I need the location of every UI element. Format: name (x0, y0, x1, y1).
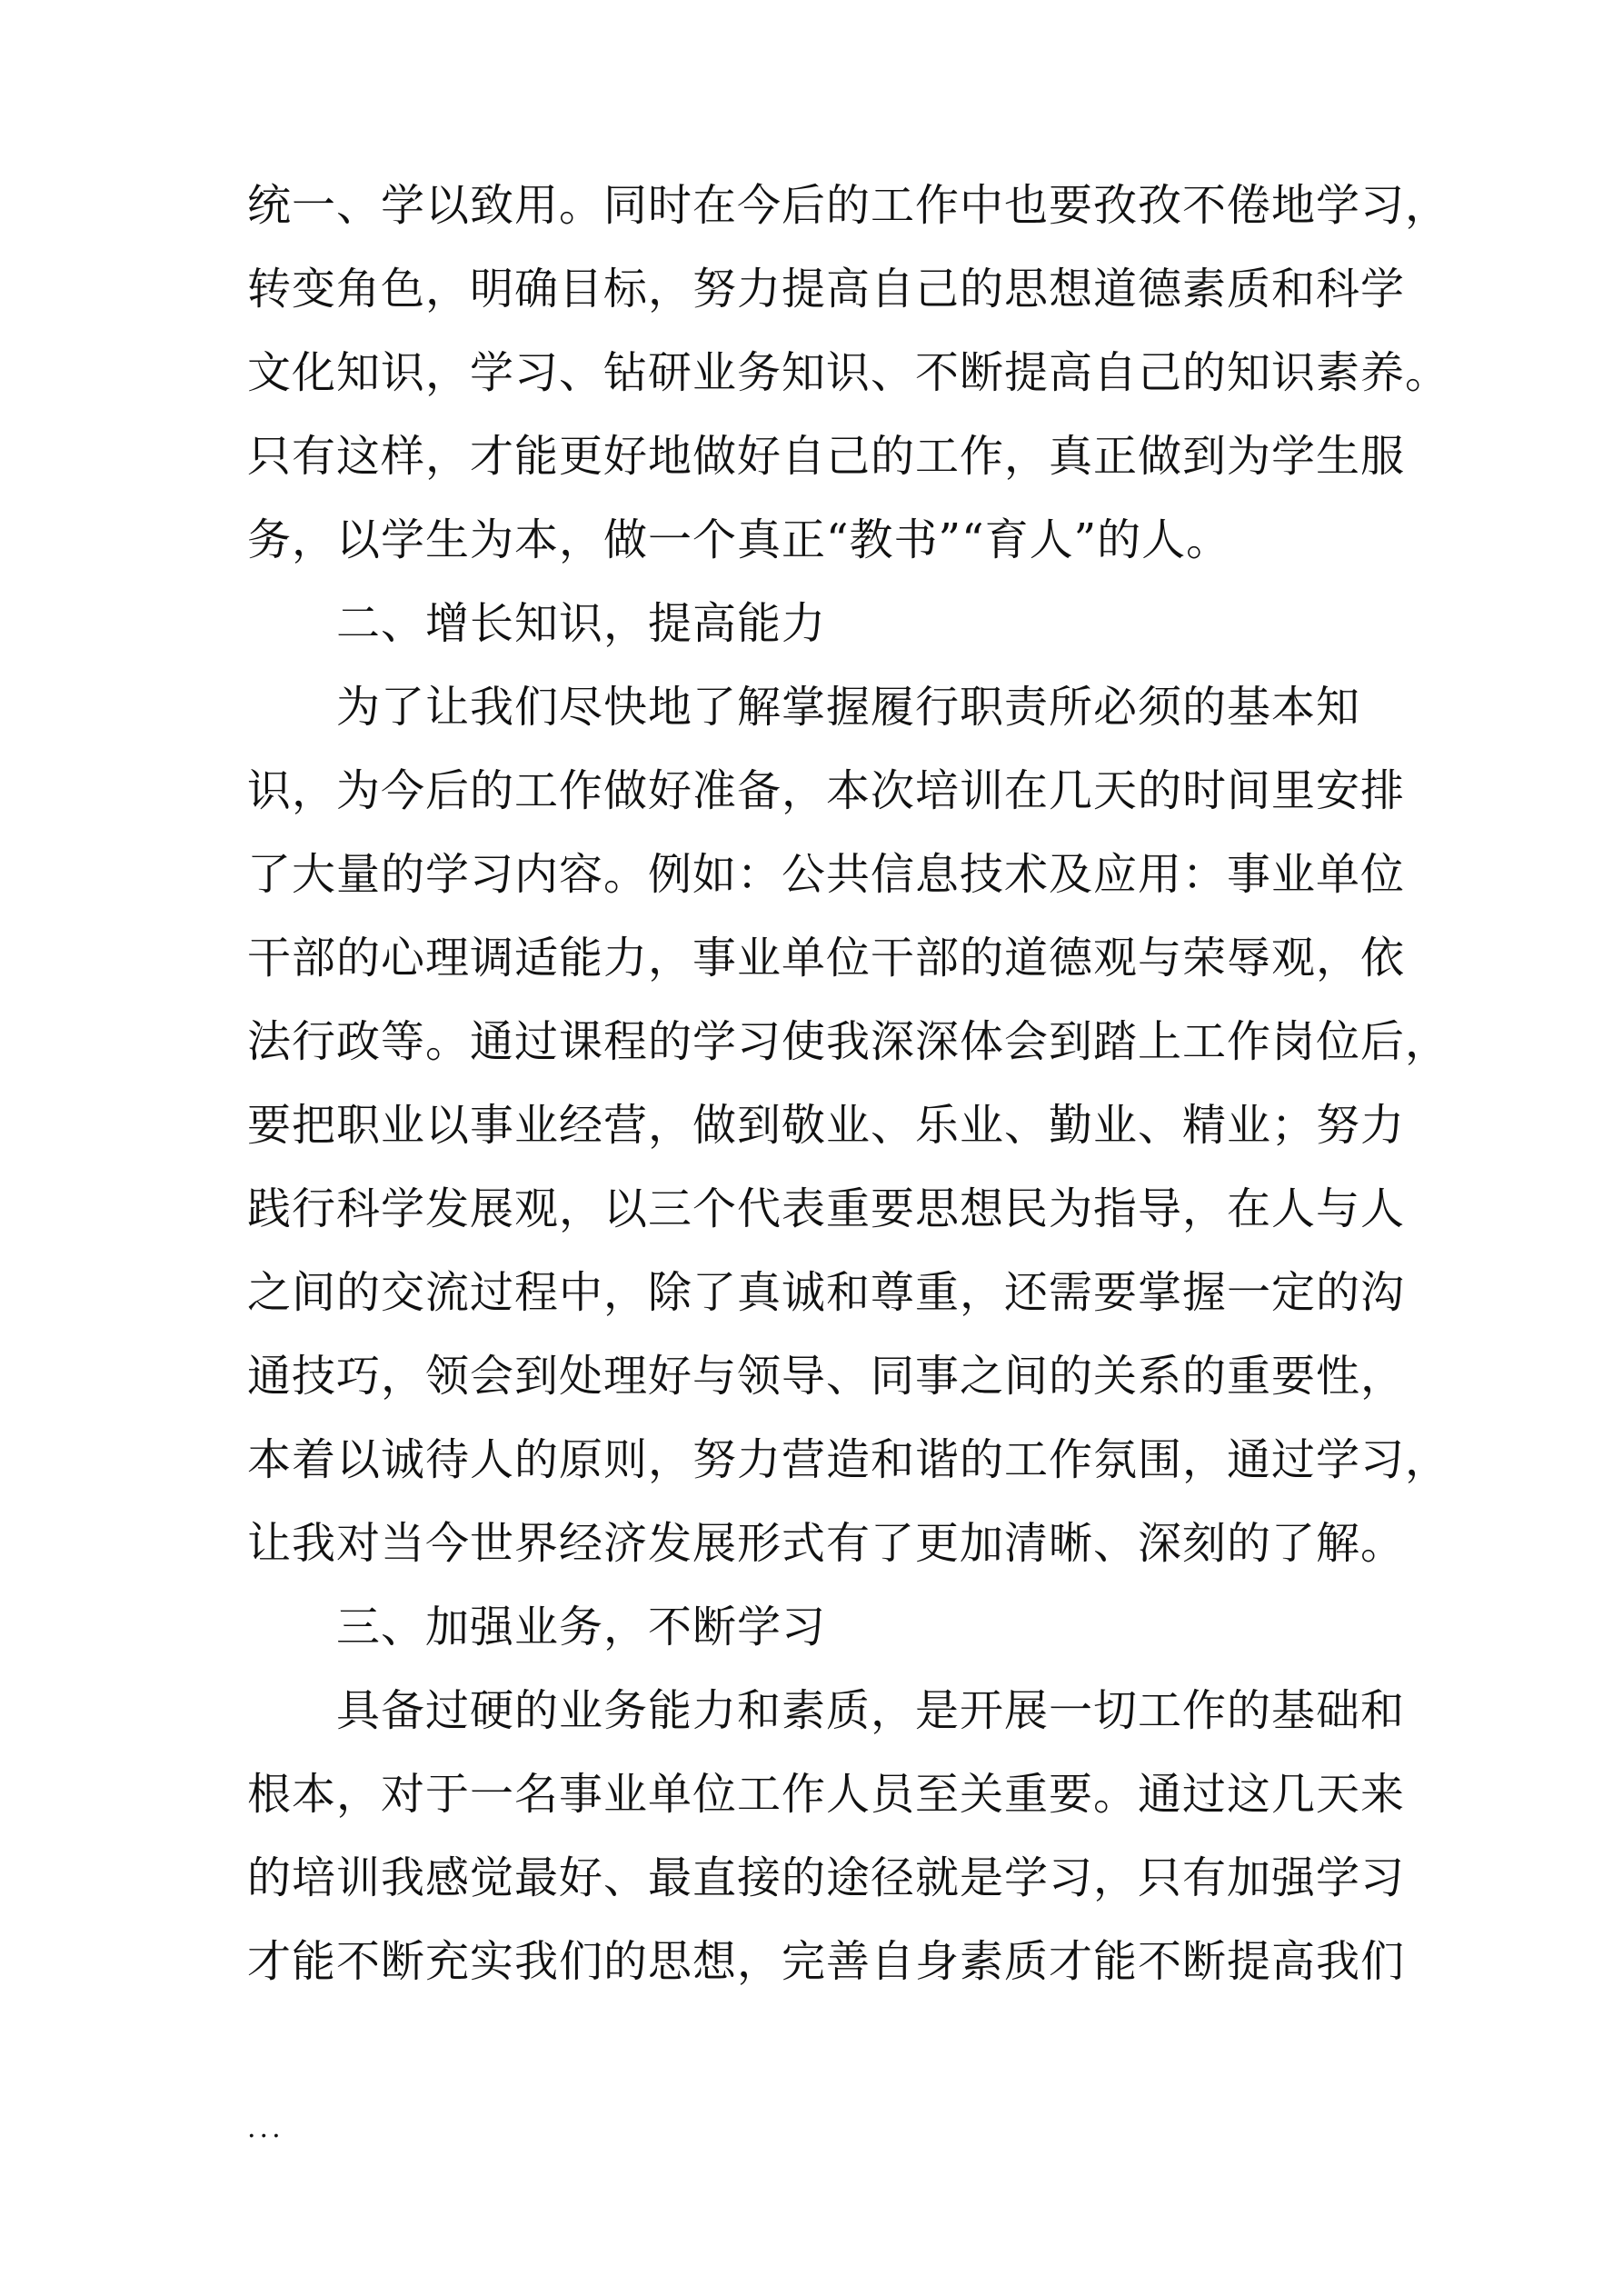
section-heading: 二、增长知识，提高能力 (336, 598, 827, 649)
paragraph-line: 根本，对于一名事业单位工作人员至关重要。通过这几天来 (247, 1769, 1406, 1820)
paragraph-line: 干部的心理调适能力，事业单位干部的道德观与荣辱观，依 (247, 933, 1406, 983)
paragraph-line: 通技巧，领会到处理好与领导、同事之间的关系的重要性， (247, 1351, 1406, 1402)
paragraph-line: 了大量的学习内容。例如：公共信息技术及应用：事业单位 (247, 849, 1406, 900)
continuation-ellipsis: ... (247, 2112, 284, 2144)
paragraph-line: 的培训我感觉最好、最直接的途径就是学习，只有加强学习 (247, 1852, 1406, 1903)
paragraph-line: 文化知识，学习、钻研业务知识、不断提高自己的知识素养。 (247, 347, 1450, 398)
paragraph-line: 践行科学发展观，以三个代表重要思想民为指导，在人与人 (247, 1183, 1406, 1234)
paragraph-line: 识，为今后的工作做好准备，本次培训在几天的时间里安排 (247, 765, 1406, 816)
paragraph-line: 才能不断充实我们的思想，完善自身素质才能不断提高我们 (247, 1936, 1406, 1987)
paragraph-line: 本着以诚待人的原则，努力营造和谐的工作氛围，通过学习， (247, 1434, 1450, 1485)
paragraph-line: 具备过硬的业务能力和素质，是开展一切工作的基础和 (336, 1685, 1406, 1736)
paragraph-line: 让我对当今世界经济发展形式有了更加清晰、深刻的了解。 (247, 1518, 1406, 1569)
paragraph-line: 法行政等。通过课程的学习使我深深体会到踏上工作岗位后， (247, 1016, 1450, 1067)
paragraph-line: 之间的交流过程中，除了真诚和尊重，还需要掌握一定的沟 (247, 1267, 1406, 1318)
paragraph-line: 为了让我们尽快地了解掌握履行职责所必须的基本知 (336, 682, 1361, 733)
section-heading: 三、加强业务，不断学习 (336, 1602, 827, 1652)
paragraph-line: 转变角色，明确目标，努力提高自己的思想道德素质和科学 (247, 264, 1406, 314)
paragraph-line: 要把职业以事业经营，做到敬业、乐业、勤业、精业；努力 (247, 1100, 1406, 1151)
paragraph-line: 统一、学以致用。同时在今后的工作中也要孜孜不倦地学习， (247, 180, 1450, 231)
paragraph-line: 务，以学生为本，做一个真正“教书”“育人”的人。 (247, 514, 1231, 565)
paragraph-line: 只有这样，才能更好地做好自己的工作，真正做到为学生服 (247, 431, 1406, 482)
